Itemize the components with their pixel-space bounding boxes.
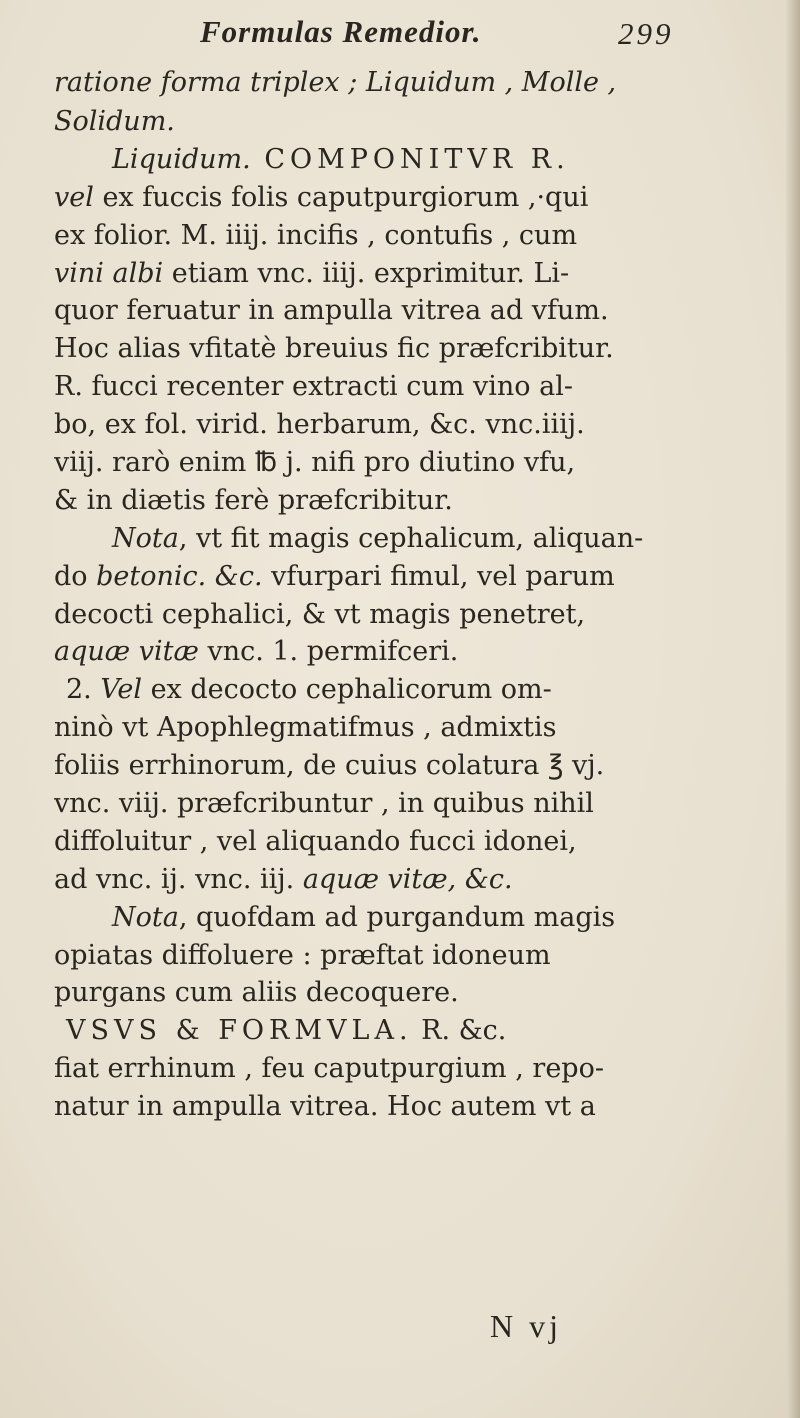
italic-text: ratione forma triplex ; Liquidum , Molle , (54, 67, 617, 98)
roman-text: vfurpari fimul, vel parum (262, 560, 615, 592)
text-line (54, 103, 744, 141)
text-line (54, 141, 744, 179)
roman-text: ninò vt Apophlegmatifmus , admixtis (54, 712, 557, 744)
text-line (54, 709, 744, 747)
roman-text: natur in ampulla vitrea. Hoc autem vt a (54, 1091, 596, 1123)
roman-text: ex fuccis folis caputpurgiorum ,·qui (93, 181, 589, 213)
italic-text: Nota (112, 901, 179, 933)
roman-text: quor feruatur in ampulla vitrea ad vfum. (54, 295, 609, 327)
roman-text: R. fucci recenter extracti cum vino al- (54, 371, 573, 403)
italic-text: Solidum. (54, 106, 175, 137)
text-line (54, 1050, 744, 1088)
text-line (54, 406, 744, 444)
italic-text: aquæ vitæ (54, 636, 199, 668)
italic-text: betonic. &c. (96, 560, 263, 592)
roman-text: Hoc alias vfitatè breuius fic præfcribitur. (54, 333, 614, 365)
italic-text: vini albi (54, 257, 164, 289)
body-text (54, 63, 744, 1126)
roman-text: ad vnc. ij. vnc. iij. (54, 863, 303, 895)
text-line (54, 1012, 744, 1050)
roman-text: 2. (66, 674, 101, 706)
roman-text: foliis errhinorum, de cuius colatura ℥ vj. (54, 750, 605, 782)
roman-text: COMPONITVR R. (250, 143, 570, 175)
text-line (54, 861, 744, 899)
text-line (54, 1088, 744, 1126)
roman-text: viij. rarò enim ℔ j. nifi pro diutino vfu, (54, 447, 576, 479)
italic-text: Liquidum. (112, 143, 251, 175)
roman-text: & in diætis ferè præfcribitur. (54, 484, 453, 516)
text-line (54, 217, 744, 255)
text-line (54, 179, 744, 217)
text-line (54, 974, 744, 1012)
roman-text: fiat errhinum , feu caputpurgium , repo- (54, 1053, 604, 1085)
roman-text: , quofdam ad purgandum magis (178, 901, 616, 933)
text-line (54, 596, 744, 634)
roman-text: bo, ex fol. virid. herbarum, &c. vnc.iiij. (54, 409, 585, 441)
text-line (54, 785, 744, 823)
page-number: 299 (618, 16, 674, 51)
roman-text: vnc. 1. permifceri. (198, 636, 459, 668)
text-line (54, 482, 744, 520)
roman-text: ex decocto cephalicorum om- (141, 674, 552, 706)
text-line (54, 823, 744, 861)
text-line (54, 63, 744, 103)
italic-text: Vel (100, 674, 142, 706)
text-line (54, 255, 744, 293)
italic-text: Nota (112, 522, 179, 554)
signature-mark: N vj (490, 1308, 562, 1344)
text-line (54, 368, 744, 406)
text-line (54, 292, 744, 330)
text-line (54, 633, 744, 671)
roman-text: diffoluitur , vel aliquando fucci idonei, (54, 825, 577, 857)
italic-text: aquæ vitæ, &c. (302, 863, 513, 895)
roman-text: opiatas diffoluere : præftat idoneum (54, 939, 551, 971)
text-line (54, 671, 744, 709)
roman-text: VSVS & FORMVLA. (66, 1015, 413, 1047)
roman-text: etiam vnc. iiij. exprimitur. Li- (163, 257, 570, 289)
roman-text: vnc. viij. præfcribuntur , in quibus nihil (54, 788, 594, 820)
page-edge (786, 0, 800, 1418)
roman-text: purgans cum aliis decoquere. (54, 977, 459, 1009)
text-line (54, 937, 744, 975)
roman-text: do (54, 560, 97, 592)
roman-text: ex folior. M. iiij. incifis , contufis , cum (54, 219, 578, 251)
running-head: Formulas Remedior. (200, 14, 482, 49)
text-line (54, 747, 744, 785)
text-line (54, 558, 744, 596)
roman-text: R. &c. (412, 1015, 507, 1047)
text-line (54, 444, 744, 482)
page-header (0, 14, 800, 56)
italic-text: vel (54, 181, 94, 213)
text-line (54, 330, 744, 368)
roman-text: decocti cephalici, & vt magis penetret, (54, 598, 586, 630)
text-line (54, 899, 744, 937)
roman-text: , vt fit magis cephalicum, aliquan- (178, 522, 644, 554)
text-line (54, 520, 744, 558)
